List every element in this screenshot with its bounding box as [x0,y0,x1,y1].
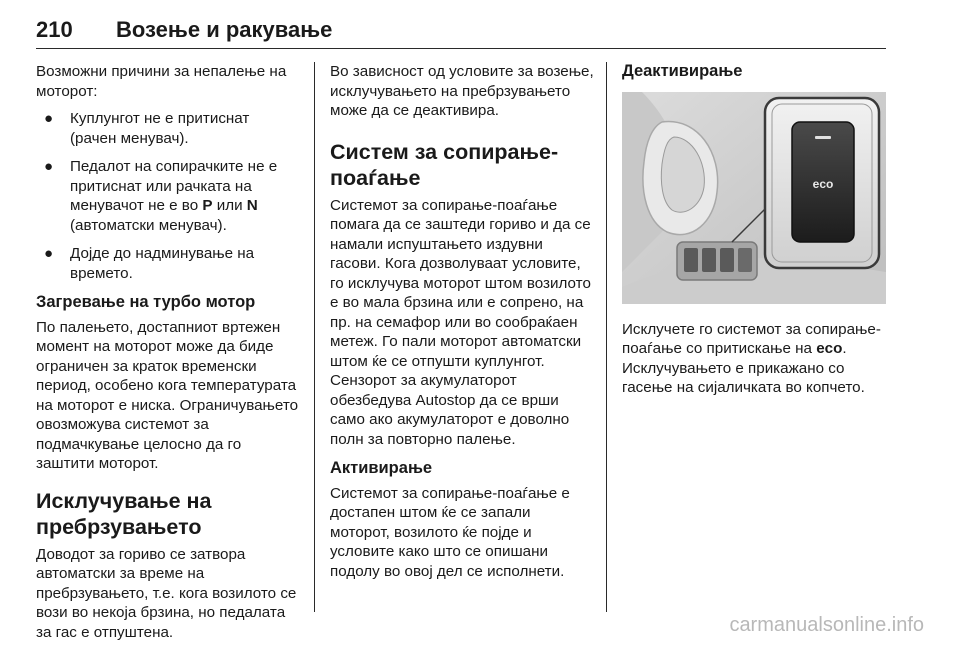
list-item-text: Дојде до надминување на времето. [70,245,255,282]
column-divider-1 [314,62,315,612]
text-run: или [212,197,247,214]
heading-deactivation: Деактивирање [622,62,743,80]
turbo-paragraph: По палењето, достапниот вртежен момент на моторот може да биде ограничен за краток временски период, особено кога температурата на моторот е ниска. Ограничувањето овозможува системот за подмачкување целосно да го заштити моторот. [36,318,299,472]
text-run: (автоматски менувач). [70,216,227,234]
heading-fuel-cutoff: Исклучување на пребрзувањето [36,488,212,539]
list-item-text [70,158,277,234]
text-run: . Исклучувањето е прикажано со гасење на сијаличката во копчето. [622,340,865,396]
deactivation-paragraph [622,320,886,398]
bullet-icon: ● [44,110,54,127]
bullet-icon: ● [44,245,54,262]
list-item [36,157,299,235]
eco-label: eco [816,340,843,357]
stop-start-paragraph: Системот за сопирање-поаѓање помага да се заштеди гориво и да се намали испуштањето издувни гасови. Кога дозволуваат условите, го исклучува моторот штом возилото е во мала брзина или е сопрено, на пр. на семафор или во сообраќаен метеж. Го пали моторот автоматски штом ќе се отпушти куплунгот. Сензорот за акумулаторот обезбедува Autostop да се врши само ако акумулаторот е доволно полн за повторно палење. [330,196,591,448]
list-item [36,109,299,148]
column-3 [622,62,886,406]
cause-list [36,109,299,283]
header-rule [36,48,886,49]
page-title: Возење и ракување [116,17,333,42]
intro-paragraph: Возможни причини за непалење на моторот: [36,63,287,100]
text-run: Педалот на сопирачките не е притиснат или рачката на менувачот не е во [70,158,278,214]
list-item-text: Куплунгот не е притиснат (рачен менувач). [70,110,250,147]
fuel-cutoff-paragraph: Доводот за гориво се затвора автоматски за време на пребрзувањето, т.е. кога возилото се вози во некоја брзина, но педалата за гас е отпуштена. [36,545,297,641]
page-header [36,14,886,48]
activation-paragraph: Системот за сопирање-поаѓање е достапен штом ќе се запали моторот, возилото ќе појде и условите како што се опишани подолу во овој дел се исполнети. [330,484,570,580]
eco-button-label: eco [812,176,834,191]
page-number: 210 [36,17,73,42]
cutoff-continued-paragraph: Во зависност од условите за возење, исклучувањето на пребрзувањето може да се деактивира. [330,63,594,119]
column-divider-2 [606,62,607,612]
watermark: carmanualsonline.info [729,614,924,636]
heading-activation: Активирање [330,459,433,477]
list-item [36,244,299,283]
eco-button-illustration [622,92,886,304]
gear-n-label: N [246,197,258,214]
column-1 [36,62,299,650]
text-run: Исклучете го системот за сопирање-поаѓање со притискање на [622,320,881,357]
gear-p-label: P [202,197,213,214]
bullet-icon: ● [44,158,54,175]
column-2 [330,62,594,589]
heading-stop-start: Систем за сопирање-поаѓање [330,139,559,190]
heading-turbo: Загревање на турбо мотор [36,293,256,311]
